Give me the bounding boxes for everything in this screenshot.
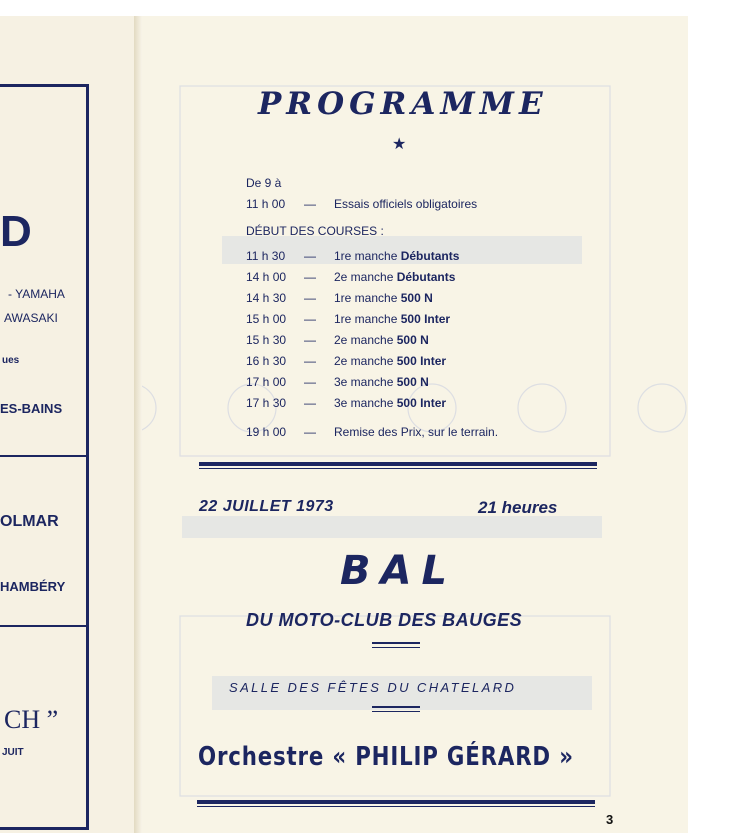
schedule-row-trials (246, 197, 477, 211)
schedule-time: 17 h 30 (246, 396, 287, 410)
schedule-class: 500 N (396, 375, 429, 389)
event-venue: SALLE DES FÊTES DU CHATELARD (229, 680, 517, 695)
section-divider (199, 462, 597, 466)
schedule-time: 16 h 30 (246, 354, 287, 368)
schedule-dash: — (304, 354, 316, 368)
schedule-text: Essais officiels obligatoires (334, 197, 478, 211)
schedule-manche: 2e manche (334, 333, 394, 347)
schedule-dash: — (304, 396, 316, 410)
left-letter: D (0, 207, 32, 256)
schedule-class: Débutants (400, 249, 460, 263)
ornament-rule (372, 642, 420, 644)
schedule-class: 500 Inter (396, 354, 447, 368)
section-divider (199, 468, 597, 469)
left-divider (0, 455, 86, 457)
left-line-olmar: OLMAR (0, 513, 59, 530)
left-line-yamaha: - YAMAHA (8, 287, 65, 301)
schedule-time: 19 h 00 (246, 425, 287, 439)
event-date: 22 JUILLET 1973 (199, 498, 334, 515)
schedule-text: Remise des Prix, sur le terrain. (334, 425, 499, 439)
schedule-time: 17 h 00 (246, 375, 287, 389)
page-number: 3 (606, 812, 614, 827)
schedule-row (246, 291, 433, 305)
left-line-uit: JUIT (2, 747, 24, 758)
schedule-time: 11 h 30 (246, 249, 286, 263)
schedule-row (246, 312, 450, 326)
event-orchestra: Orchestre « PHILIP GÉRARD » (198, 742, 574, 772)
schedule-dash: — (304, 312, 316, 326)
schedule-time: 15 h 30 (246, 333, 287, 347)
schedule-dash: — (304, 197, 316, 211)
schedule-manche: 2e manche (334, 354, 394, 368)
ornament-rule (372, 711, 420, 712)
ornament-rule (372, 647, 420, 648)
schedule-time: 11 h 00 (246, 197, 286, 211)
left-line-kawasaki: AWASAKI (4, 311, 58, 325)
schedule-class: Débutants (396, 270, 456, 284)
star-icon: ★ (392, 136, 407, 153)
schedule-dash: — (304, 270, 316, 284)
schedule-row-prizes (246, 425, 498, 439)
left-line-bains: ES-BAINS (0, 401, 63, 416)
left-divider (0, 625, 86, 627)
schedule-manche: 1re manche (334, 249, 398, 263)
left-line-ch: CH ” (4, 705, 59, 734)
scan-margin (688, 16, 750, 833)
left-advertisement-box (0, 84, 89, 830)
intro-line: De 9 à (246, 176, 282, 190)
book-spine (134, 16, 142, 833)
schedule-row (246, 333, 429, 347)
schedule-dash: — (304, 291, 316, 305)
schedule-manche: 3e manche (334, 396, 394, 410)
schedule-dash: — (304, 425, 316, 439)
schedule-row (246, 249, 459, 263)
event-title: BAL (340, 548, 457, 594)
left-line-ues: ues (2, 355, 20, 366)
races-start-label: DÉBUT DES COURSES : (246, 224, 384, 238)
schedule-row (246, 396, 446, 410)
schedule-manche: 2e manche (334, 270, 394, 284)
schedule-manche: 1re manche (334, 291, 398, 305)
schedule-class: 500 N (396, 333, 429, 347)
schedule-dash: — (304, 249, 316, 263)
schedule-manche: 3e manche (334, 375, 394, 389)
event-hour: 21 heures (478, 498, 558, 517)
left-line-chambery: HAMBÉRY (0, 579, 66, 594)
event-club: DU MOTO-CLUB DES BAUGES (246, 610, 523, 630)
bottom-divider (197, 806, 595, 807)
schedule-dash: — (304, 333, 316, 347)
schedule-row (246, 354, 446, 368)
schedule-manche: 1re manche (334, 312, 398, 326)
schedule-row (246, 270, 455, 284)
bottom-divider (197, 800, 595, 804)
left-page (0, 16, 135, 833)
schedule-class: 500 Inter (396, 396, 447, 410)
schedule-time: 14 h 30 (246, 291, 287, 305)
schedule-time: 14 h 00 (246, 270, 287, 284)
schedule-time: 15 h 00 (246, 312, 287, 326)
schedule-class: 500 N (400, 291, 433, 305)
schedule-class: 500 Inter (400, 312, 451, 326)
page-title: PROGRAMME (258, 86, 548, 122)
ornament-rule (372, 706, 420, 708)
schedule-dash: — (304, 375, 316, 389)
schedule-row (246, 375, 429, 389)
